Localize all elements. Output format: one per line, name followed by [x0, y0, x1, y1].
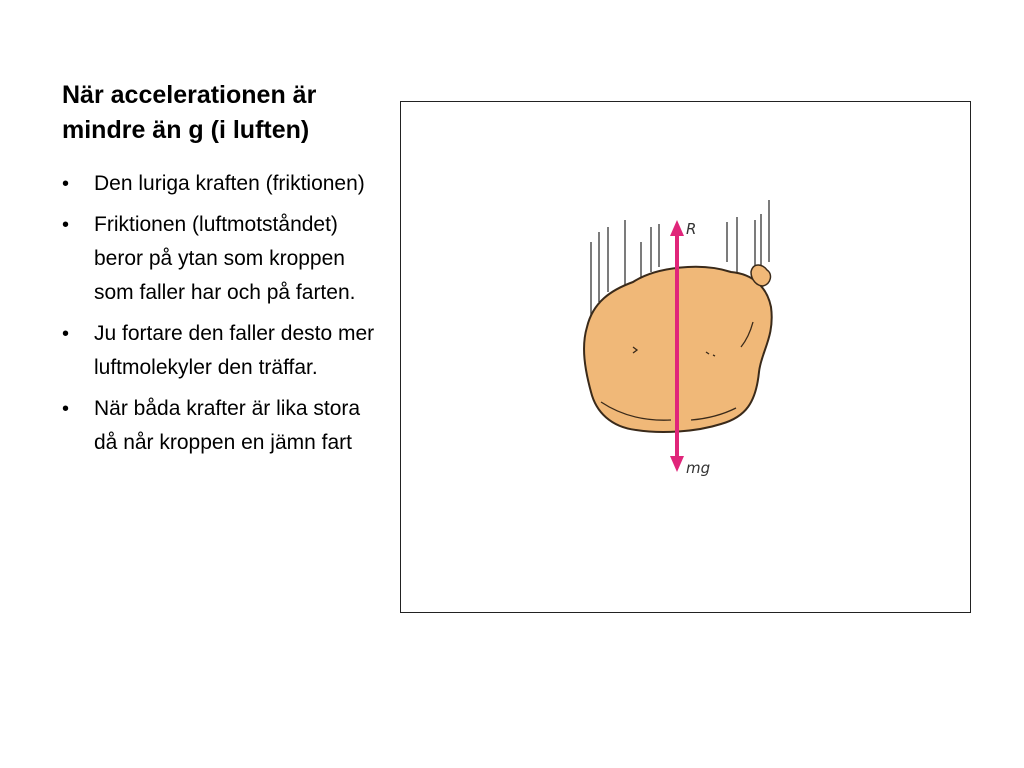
bullet-dot: •	[62, 398, 70, 420]
arrow-head-up	[670, 220, 684, 236]
arrow-head-down	[670, 456, 684, 472]
bullet-item	[62, 208, 382, 310]
bullet-list	[62, 167, 382, 467]
bullet-text: När båda krafter är lika stora då når kroppen en jämn fart	[94, 397, 361, 454]
bullet-text: Ju fortare den faller desto mer luftmolekyler den träffar.	[94, 322, 375, 379]
bullet-dot: •	[62, 173, 70, 195]
bullet-dot: •	[62, 214, 70, 236]
bullet-item	[62, 167, 382, 201]
falling-rock-figure	[400, 101, 971, 613]
label-mg: mg	[686, 459, 711, 477]
bullet-dot: •	[62, 323, 70, 345]
bullet-text: Friktionen (luftmotståndet) beror på ytan som kroppen som faller har och på farten.	[94, 213, 356, 304]
bullet-text: Den luriga kraften (friktionen)	[94, 172, 365, 195]
bullet-item	[62, 317, 382, 385]
falling-rock-drawing	[401, 102, 972, 614]
texture-mark	[713, 355, 715, 356]
slide-title: När accelerationen är mindre än g (i luften)	[62, 81, 317, 144]
label-r: R	[686, 220, 697, 238]
bullet-item	[62, 392, 382, 460]
